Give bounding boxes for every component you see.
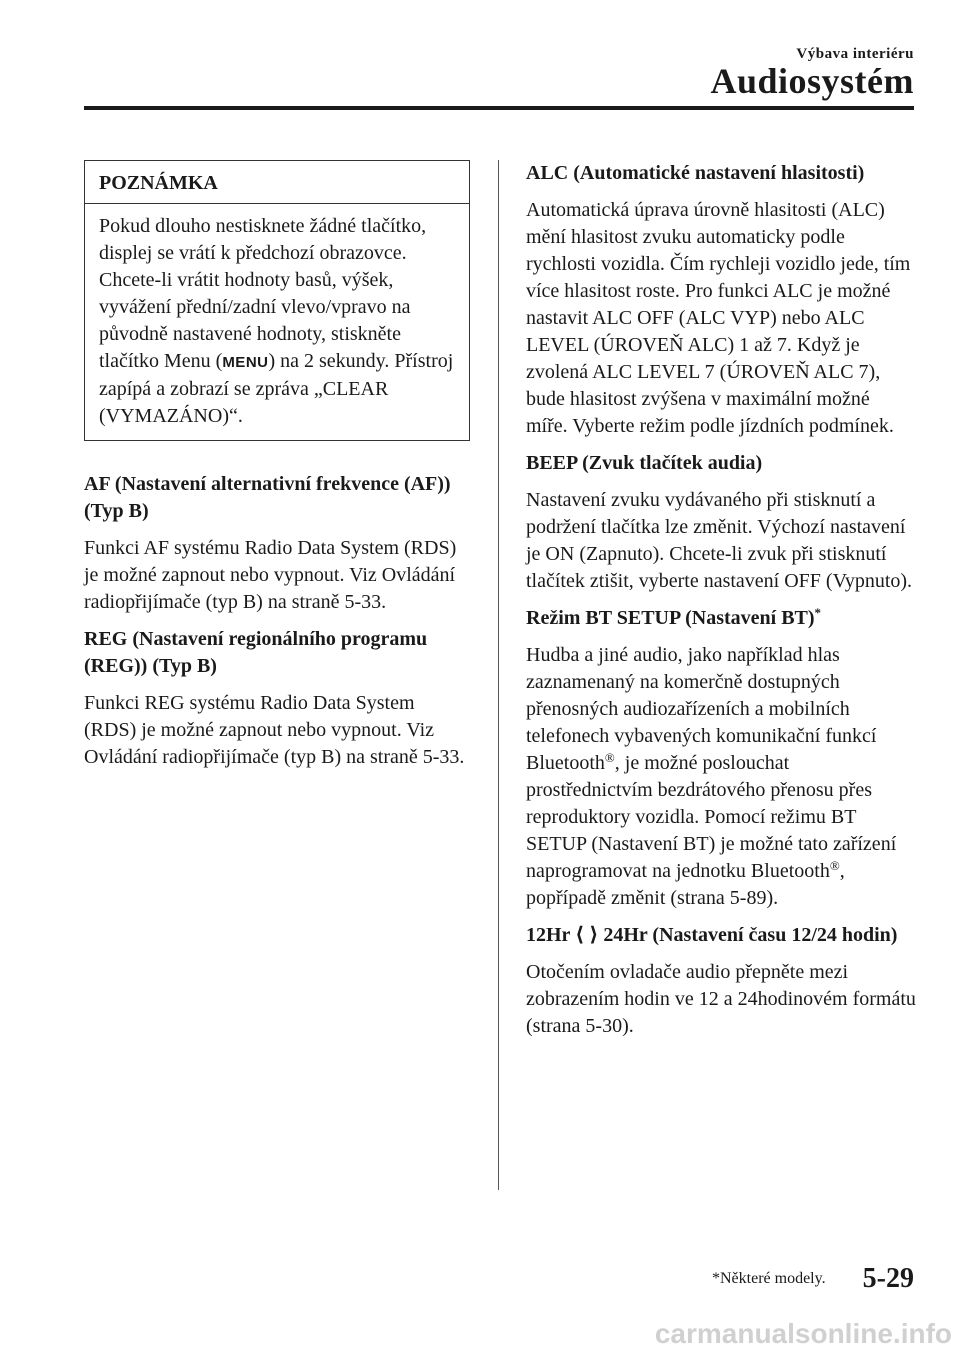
note-text	[85, 204, 469, 440]
beep-heading: BEEP (Zvuk tlačítek audia)	[526, 452, 763, 474]
right-column	[526, 160, 916, 1050]
clock-heading: 12Hr ⟨ ⟩ 24Hr (Nastavení času 12/24 hodin)	[526, 924, 898, 946]
section-label: Výbava interiéru	[796, 46, 914, 62]
bt-text-1: Hudba a jiné audio, jako například hlas zaznamenaný na komerčně dostupných přenosných audiozařízeních a mobilních telefonech vybavených komunikační funkcí Bluetooth	[526, 644, 877, 774]
watermark: carmanualsonline.info	[654, 1318, 952, 1349]
note-box	[84, 160, 470, 441]
bt-heading-text: Režim BT SETUP (Nastavení BT)	[526, 607, 815, 629]
page-number: 5-29	[862, 1263, 914, 1294]
bt-heading-mark: *	[814, 605, 822, 620]
bt-heading	[526, 605, 916, 632]
bt-text	[526, 642, 916, 912]
reg-text: Funkci REG systému Radio Data System (RDS) je možné zapnout nebo vypnout. Viz Ovládání radiopřijímače (typ B) na straně 5-33.	[84, 692, 465, 768]
af-text: Funkci AF systému Radio Data System (RDS) je možné zapnout nebo vypnout. Viz Ovládání radiopřijímače (typ B) na straně 5-33.	[84, 537, 457, 613]
alc-heading: ALC (Automatické nastavení hlasitosti)	[526, 162, 865, 184]
af-heading: AF (Nastavení alternativní frekvence (AF)) (Typ B)	[84, 473, 451, 522]
registered-mark-2: ®	[829, 858, 840, 873]
alc-text: Automatická úprava úrovně hlasitosti (ALC) mění hlasitost zvuku automaticky podle rychlosti vozidla. Čím rychleji vozidlo jede, tím více hlasitost roste. Pro funkci ALC je možné nastavit ALC OFF (ALC VYP) nebo ALC LEVEL (ÚROVEŇ ALC) 1 až 7. Když je zvolená ALC LEVEL 7 (ÚROVEŇ ALC 7), bude hlasitost zvýšena v maximální možné míře. Vyberte režim podle jízdních podmínek.	[526, 199, 911, 437]
note-title: POZNÁMKA	[85, 161, 469, 204]
column-divider	[498, 160, 499, 1190]
registered-mark-1: ®	[604, 750, 615, 765]
clock-text: Otočením ovladače audio přepněte mezi zobrazením hodin ve 12 a 24hodinovém formátu (strana 5-30).	[526, 961, 916, 1037]
beep-text: Nastavení zvuku vydávaného při stisknutí a podržení tlačítka lze změnit. Výchozí nastavení je ON (Zapnuto). Chcete-li zvuk při stisknutí tlačítek ztišit, vyberte nastavení OFF (Vypnuto).	[526, 489, 913, 592]
note-text-before: Pokud dlouho nestisknete žádné tlačítko, displej se vrátí k předchozí obrazovce. Chcete-li vrátit hodnoty basů, výšek, vyvážení přední/zadní vlevo/vpravo na původně nastavené hodnoty, stiskněte tlačítko Menu (	[99, 215, 427, 372]
header-rule	[84, 106, 914, 110]
page-title: Audiosystém	[710, 61, 914, 101]
reg-heading: REG (Nastavení regionálního programu (REG)) (Typ B)	[84, 628, 428, 677]
bt-text-3: , popřípadě změnit (strana 5-89).	[526, 860, 845, 909]
footnote: *Některé modely.	[712, 1270, 826, 1287]
note-text-after: ) na 2 sekundy. Přístroj zapípá a zobrazí se zpráva „CLEAR (VYMAZÁNO)“.	[99, 350, 454, 427]
bt-text-2: , je možné poslouchat prostřednictvím bezdrátového přenosu přes reproduktory vozidla. Pomocí režimu BT SETUP (Nastavení BT) je možné tato zařízení naprogramovat na jednotku Bluetooth	[526, 752, 897, 882]
menu-button-icon: MENU	[222, 354, 269, 371]
left-column	[84, 160, 470, 781]
